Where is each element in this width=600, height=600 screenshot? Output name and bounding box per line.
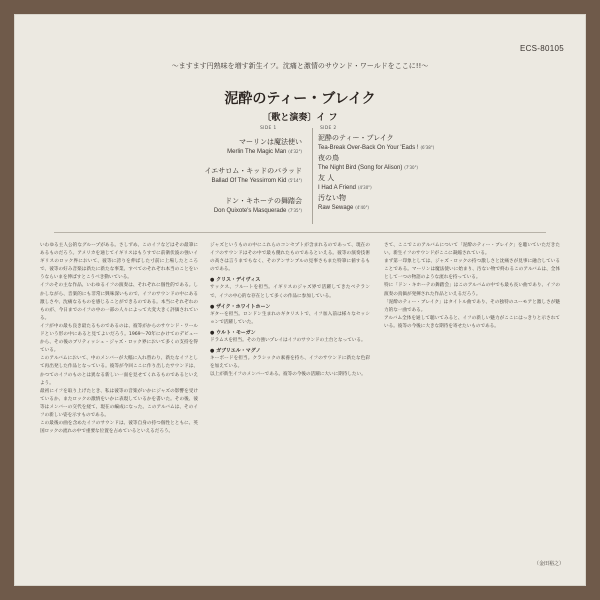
track-time: (4'32")	[288, 149, 302, 154]
album-title: 泥酔のティー・ブレイク	[224, 91, 376, 107]
side2-label: SIDE 2	[320, 126, 337, 131]
liner-paragraph: 最初にイフを取り上げたとき、私は彼等の音楽がいかにジャズの影響を受けているか、またロックの激情をいかに表現しているかを書いた。その後、彼等はメンバーの交代を経て、現在の編成になった。このアルバムは、そのイフの新しい姿を示すものである。	[40, 388, 198, 418]
track-time: (7'35")	[288, 208, 302, 213]
side2-track	[318, 194, 538, 213]
track-title-en: The Night Bird (Song for Alison)	[318, 165, 403, 171]
liner-notes-sheet	[14, 14, 586, 586]
liner-paragraph: アルバム全体を通して聴いてみると、イフの新しい魅力がここにはっきりと示されている。彼等の今後に大きな期待を寄せたいものである。	[384, 315, 560, 329]
section-divider	[54, 232, 546, 233]
track-title-jp: ドン・キホーテの舞踏会	[225, 197, 302, 205]
member-text: キーボードを担当。クラシックの素養を持ち、イフのサウンドに新たな色彩を加えている。	[210, 356, 370, 370]
track-title-jp: イエサロム・キッドのバラッド	[204, 167, 302, 175]
side1-track	[102, 167, 302, 186]
liner-paragraph: いわゆる主人公的なグループがある。さしずめ、このイフなどはその最筆にあるものだろう。アメリカを通じてイギリスはもうすでに前衛伏波の強いイギリスのロック界において、彼等に誇りを伸ばした寸前に上場したところで、彼等の好み音楽は新たに新たな事業、すべてのそれぞれ本当のことをいうならいまを伸ばすとこうべき動いている。	[40, 243, 198, 281]
member-text: ギターを担当。ロンドン生まれのギタリストで、イフ加入前は様々なセッションで活躍していた。	[210, 311, 370, 325]
liner-paragraph: イフが中の最も良き最たるものであるのは、彼等がからのサウンド・ワールドという形の中にあると見てよいだろう。1969〜70年にかけてのデビューから、その後のブリティッシュ・ジャズ・ロック界において多くの支持を得ている。	[40, 323, 198, 354]
track-title-jp: 泥酔のティー・ブレイク	[318, 134, 394, 142]
track-time: (4'40")	[355, 205, 369, 210]
writer-credit: （金田裕之）	[533, 561, 564, 567]
member-name: ● ウルト・モーガン	[210, 329, 256, 336]
track-title-en: Raw Sewage	[318, 205, 354, 211]
tagline: 〜ますます円熟味を増す新生イフ。沈痛と激情のサウンド・ワールドをここに!!〜	[171, 62, 429, 70]
side2-track	[318, 174, 538, 193]
track-title-en: Ballad Of The Yessirrom Kid	[211, 178, 287, 184]
liner-paragraph: まず第一印象としては、ジャズ・ロックの持つ激しさと沈痛さが見事に融合していることである。マーリンは魔法使いに始まり、汚ない物で終わるこのアルバムは、全体として一つの物語のような流れを持っている。	[384, 259, 560, 281]
member-name: ● クリス・デイヴィス	[210, 277, 261, 284]
track-title-en: Don Quixote's Masquerade	[213, 208, 287, 214]
track-title-en: Merlin The Magic Man	[227, 149, 287, 155]
side1-track	[102, 138, 302, 157]
track-time: (7'30")	[404, 165, 418, 170]
catalog-number: ECS-80105	[519, 44, 564, 53]
track-title-jp: 夜の鳥	[318, 154, 339, 162]
side2-track	[318, 154, 538, 173]
liner-notes-col2	[210, 242, 370, 562]
member-name: ● ザイク・ホワイトホーン	[210, 303, 271, 310]
liner-paragraph: このアルバムにおいて、中のメンバーが大幅に入れ替わり、新たなイフとして再出発した作品となっている。彼等が今回ここに作り出したサウンドは、かつてのイフのものとは異なる新しい一面を見せてくれるものであるといえよう。	[40, 356, 198, 386]
album-subtitle: 〔歌と演奏〕イ フ	[262, 113, 338, 123]
liner-paragraph: 以上が新生イフのメンバーである。彼等の今後の活躍に大いに期待したい。	[210, 372, 366, 378]
track-title-jp: 友 人	[318, 174, 335, 182]
tracklist-divider	[312, 128, 313, 224]
track-title-jp: 汚ない物	[318, 194, 346, 202]
liner-paragraph: ジャズというものの中にこれらのコンセプトが含まれるのであって、現在のイフのサウンドはその中で最も優れたものであるといえる。彼等の演奏技術の高さは言うまでもなく、そのアンサンブルの見事さもまた特筆に値するものである。	[210, 243, 370, 273]
track-title-en: Tea-Break Over-Back On Your 'Eads !	[318, 145, 419, 151]
liner-paragraph: さて、ここでこのアルバムについて「泥酔のティー・ブレイク」を聴いていただきたい。新生イフのサウンドがここに凝縮されている。	[384, 243, 560, 257]
track-time: (4'30")	[357, 185, 372, 190]
member-name: ● ガブリエル・マグノ	[210, 348, 261, 355]
liner-paragraph: 「泥酔のティー・ブレイク」はタイトル曲であり、その独特のユーモアと激しさが魅力的な一曲である。	[384, 299, 560, 313]
track-time: (5'14")	[288, 178, 302, 183]
member-text: ドラムスを担当。その力強いプレイはイフのサウンドの土台となっている。	[210, 338, 366, 344]
track-time: (6'38")	[420, 145, 435, 150]
member-text: サックス、フルートを担当。イギリスのジャズ界で活躍してきたベテランで、イフの中心的な存在として多くの作品に参加している。	[210, 285, 370, 299]
track-title-jp: マーリンは魔法使い	[239, 138, 302, 146]
side2-track	[318, 134, 538, 153]
side1-track	[102, 197, 302, 216]
liner-paragraph: 特に「ドン・キホーテの舞踏会」はこのアルバムの中でも最も長い曲であり、イフの演奏の真価が発揮された作品といえるだろう。	[384, 283, 560, 297]
liner-paragraph: イフのその主な作品、いわゆるイフの演奏は、それぞれに個性的である。しかしながら、音楽的にも非常に興味深いもので、イフのサウンドの中にある激しさや、沈痛なるものを感じることができるのである。本当にそれぞれのものが、今日までのイフの中の一部の人々によって大変大きく評価されている。	[40, 283, 198, 321]
track-title-en: I Had A Friend	[318, 185, 357, 191]
liner-paragraph: この最後の曲を含めたイフのサウンドは、彼等自身の持つ個性とともに、英国ロックの流れの中で重要な位置を占めているといえるだろう。	[40, 421, 198, 435]
liner-notes-col3	[384, 242, 560, 552]
side1-label: SIDE 1	[260, 126, 277, 131]
liner-notes-col1	[40, 242, 198, 562]
